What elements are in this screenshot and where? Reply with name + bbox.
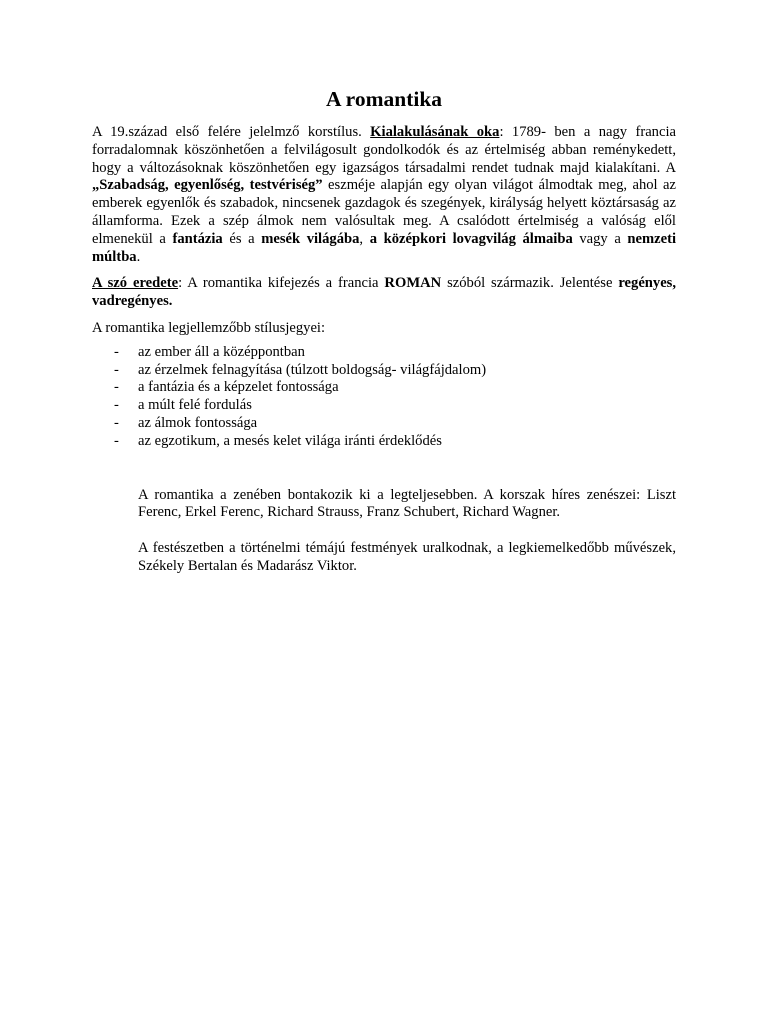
term-nemzeti-mult: nemzeti múltba <box>92 230 677 265</box>
list-bullet: - <box>114 379 119 396</box>
list-item: - a fantázia és a képzelet fontossága <box>114 379 339 396</box>
term-szo-eredete: A szó eredete <box>92 275 179 292</box>
paragraph-list-intro: A romantika legjellemzőbb stílusjegyei: <box>92 319 326 336</box>
list-bullet: - <box>114 343 119 360</box>
paragraph-painting: A festészetben a történelmi témájú festmények uralkodnak, a legkiemelkedőbb művészek, Székely Bertalan és Madarász Viktor. <box>138 540 676 574</box>
list-item: - a múlt felé fordulás <box>114 397 252 414</box>
feature-list <box>92 344 676 451</box>
list-bullet: - <box>114 361 119 378</box>
text-run: és a <box>222 230 262 247</box>
text-run: , <box>359 230 370 247</box>
text-run: eszméje alapján egy olyan világot álmodtak meg, ahol az emberek egyenlők és szabadok, nincsenek gazdagok és szegények, királyság helyett köztársaság az államforma. Ezek a szép álmok nem valósultak meg. A csalódott értelmiség a valóság elől elmenekül a <box>92 177 676 247</box>
list-bullet: - <box>114 414 119 431</box>
text-run: szóból származik. Jelentése <box>441 275 619 292</box>
indented-section <box>138 487 676 576</box>
term-roman: ROMAN <box>384 275 442 292</box>
paragraph-origins <box>92 124 676 266</box>
text-run: . <box>136 248 141 265</box>
document-content <box>92 84 676 594</box>
list-item: - az ember áll a középpontban <box>114 343 305 360</box>
text-run: : A romantika kifejezés a francia <box>178 275 385 292</box>
text-run: vagy a <box>572 230 628 247</box>
term-kialakulas: Kialakulásának oka <box>370 124 500 140</box>
document-title: A romantika <box>325 87 443 111</box>
list-bullet: - <box>114 397 119 414</box>
paragraph-music: A romantika a zenében bontakozik ki a legteljesebben. A korszak híres zenészei: Liszt Ferenc, Erkel Ferenc, Richard Strauss, Franz Schubert, Richard Wagner. <box>138 486 676 521</box>
list-bullet: - <box>114 432 119 449</box>
list-item: - az egzotikum, a mesés kelet világa iránti érdeklődés <box>114 432 442 449</box>
term-fantazia: fantázia <box>172 230 223 247</box>
term-regenyes: regényes, vadregényes. <box>92 275 677 310</box>
term-motto: „Szabadság, egyenlőség, testvériség” <box>92 177 323 194</box>
list-item: - az álmok fontossága <box>114 414 258 431</box>
term-kozepkor: a középkori lovagvilág álmaiba <box>369 230 573 247</box>
text-run: A 19.század első felére jelelmző korstílus. <box>92 124 371 140</box>
list-item: - az érzelmek felnagyítása (túlzott boldogság- világfájdalom) <box>114 361 487 378</box>
text-run: : 1789- ben a nagy francia forradalomnak köszönhetően a felvilágosult gondolkodók és az értelmiség abban reménykedett, hogy a változásoknak köszönhetően egy igazságos társadalmi rendet tudnak majd kialakítani. A <box>92 124 676 176</box>
paragraph-etymology <box>92 275 676 311</box>
term-mesek: mesék világába <box>261 230 360 247</box>
